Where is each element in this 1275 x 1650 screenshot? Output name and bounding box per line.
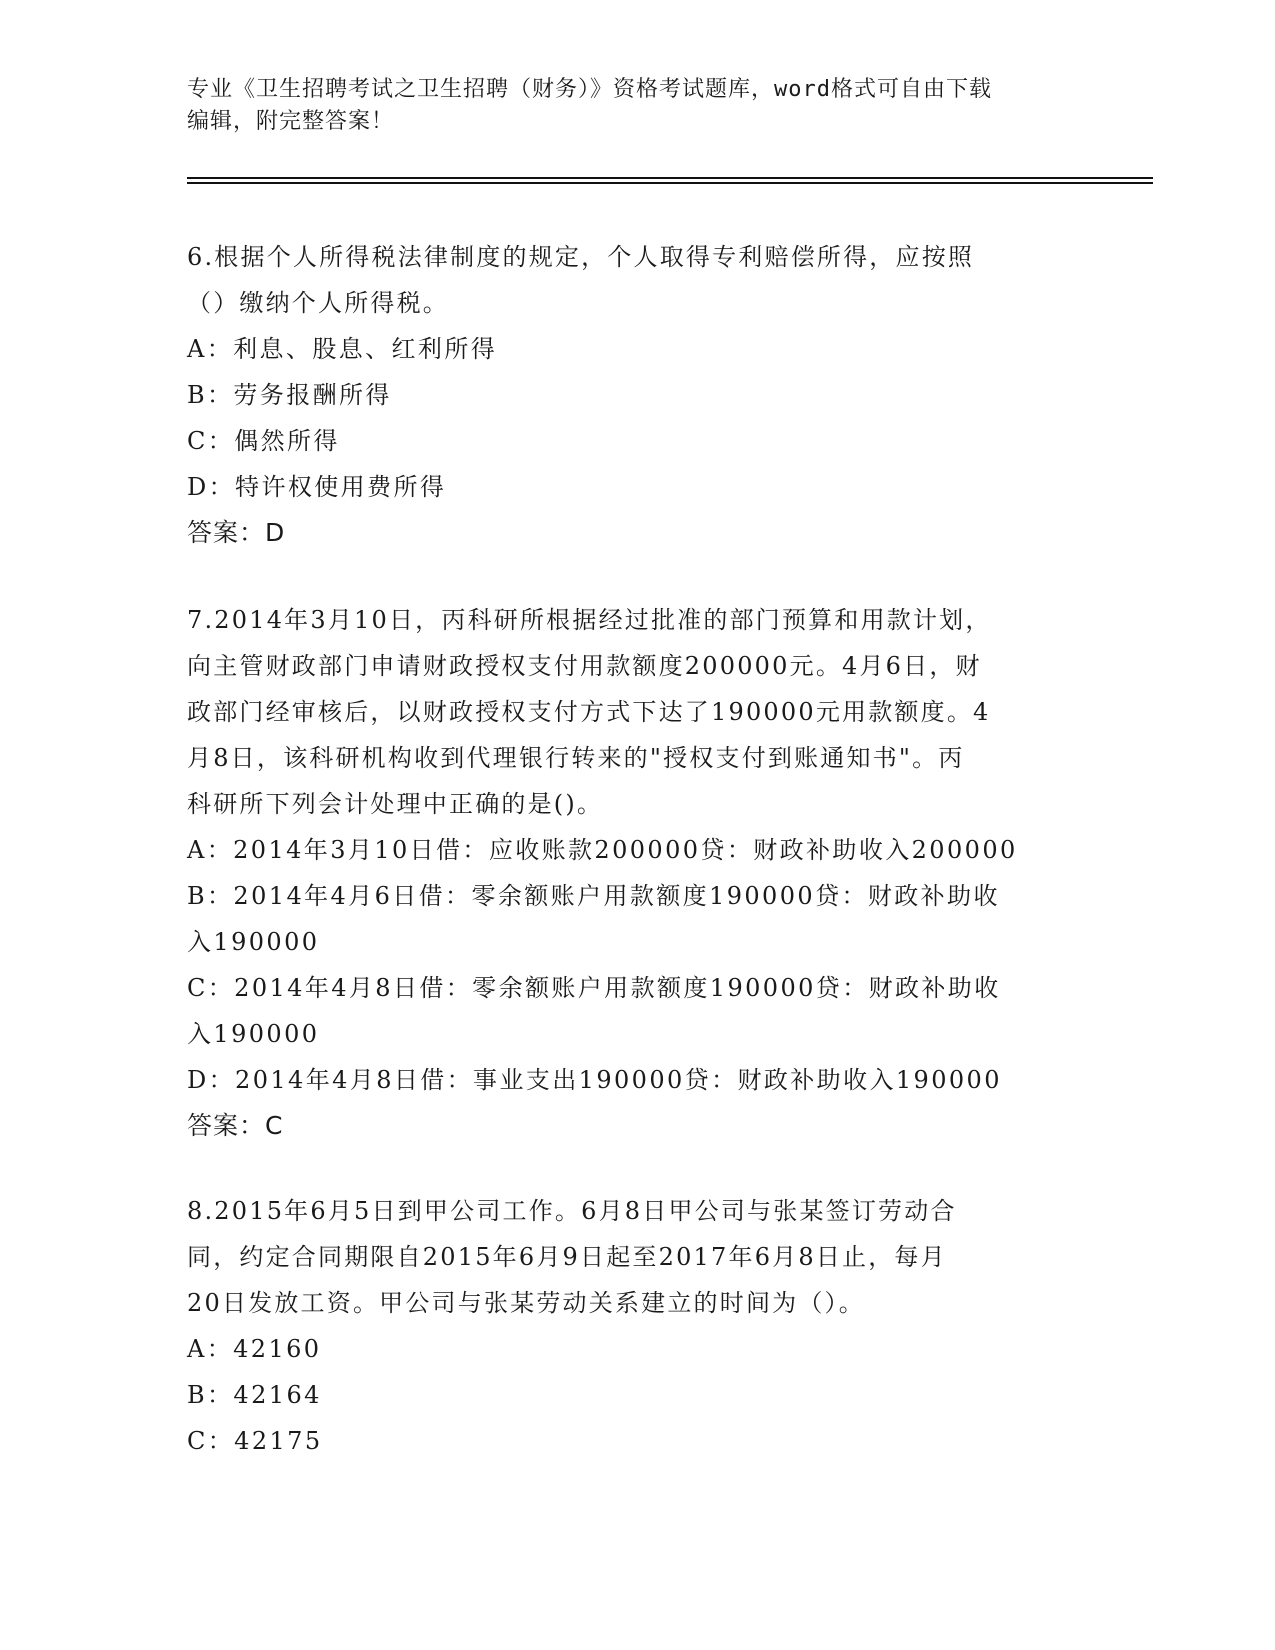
answer: 答案：D: [187, 518, 286, 547]
document-header: [187, 74, 1067, 138]
option-a: A：2014年3月10日借：应收账款200000贷：财政补助收入200000: [187, 836, 1018, 864]
option-c: C：2014年4月8日借：零余额账户用款额度190000贷：财政补助收: [187, 974, 1001, 1002]
question-8: [187, 1188, 1067, 1464]
header-divider-top: [187, 177, 1153, 179]
question-text-line: 科研所下列会计处理中正确的是()。: [187, 790, 604, 818]
option-b: B：42164: [187, 1381, 322, 1409]
option-b: B：劳务报酬所得: [187, 381, 392, 409]
question-text-line: 6.根据个人所得税法律制度的规定，个人取得专利赔偿所得，应按照: [187, 243, 975, 271]
option-a: A：42160: [187, 1335, 322, 1363]
header-divider-bottom: [187, 182, 1153, 184]
question-text-line: 政部门经审核后，以财政授权支付方式下达了190000元用款额度。4: [187, 698, 991, 726]
header-line-2: 编辑，附完整答案！: [187, 109, 395, 134]
option-b-continued: 入190000: [187, 928, 320, 956]
question-7: [187, 597, 1067, 1149]
question-text-line: （）缴纳个人所得税。: [187, 289, 449, 317]
option-b: B：2014年4月6日借：零余额账户用款额度190000贷：财政补助收: [187, 882, 1000, 910]
option-d: D：2014年4月8日借：事业支出190000贷：财政补助收入190000: [187, 1066, 1002, 1094]
question-text-line: 向主管财政部门申请财政授权支付用款额度200000元。4月6日，财: [187, 652, 982, 680]
option-a: A：利息、股息、红利所得: [187, 335, 498, 363]
answer: 答案：C: [187, 1111, 284, 1140]
question-text-line: 同，约定合同期限自2015年6月9日起至2017年6月8日止，每月: [187, 1243, 947, 1271]
question-text-line: 月8日，该科研机构收到代理银行转来的"授权支付到账通知书"。丙: [187, 744, 965, 772]
option-c-continued: 入190000: [187, 1020, 320, 1048]
question-text-line: 8.2015年6月5日到甲公司工作。6月8日甲公司与张某签订劳动合: [187, 1197, 957, 1225]
question-text-line: 7.2014年3月10日，丙科研所根据经过批准的部门预算和用款计划，: [187, 606, 992, 634]
option-c: C：42175: [187, 1427, 323, 1455]
question-6: [187, 234, 1067, 556]
option-d: D：特许权使用费所得: [187, 473, 447, 501]
header-line-1: 专业《卫生招聘考试之卫生招聘（财务）》资格考试题库，word格式可自由下载: [187, 77, 992, 102]
option-c: C：偶然所得: [187, 427, 340, 455]
question-text-line: 20日发放工资。甲公司与张某劳动关系建立的时间为（）。: [187, 1289, 865, 1317]
